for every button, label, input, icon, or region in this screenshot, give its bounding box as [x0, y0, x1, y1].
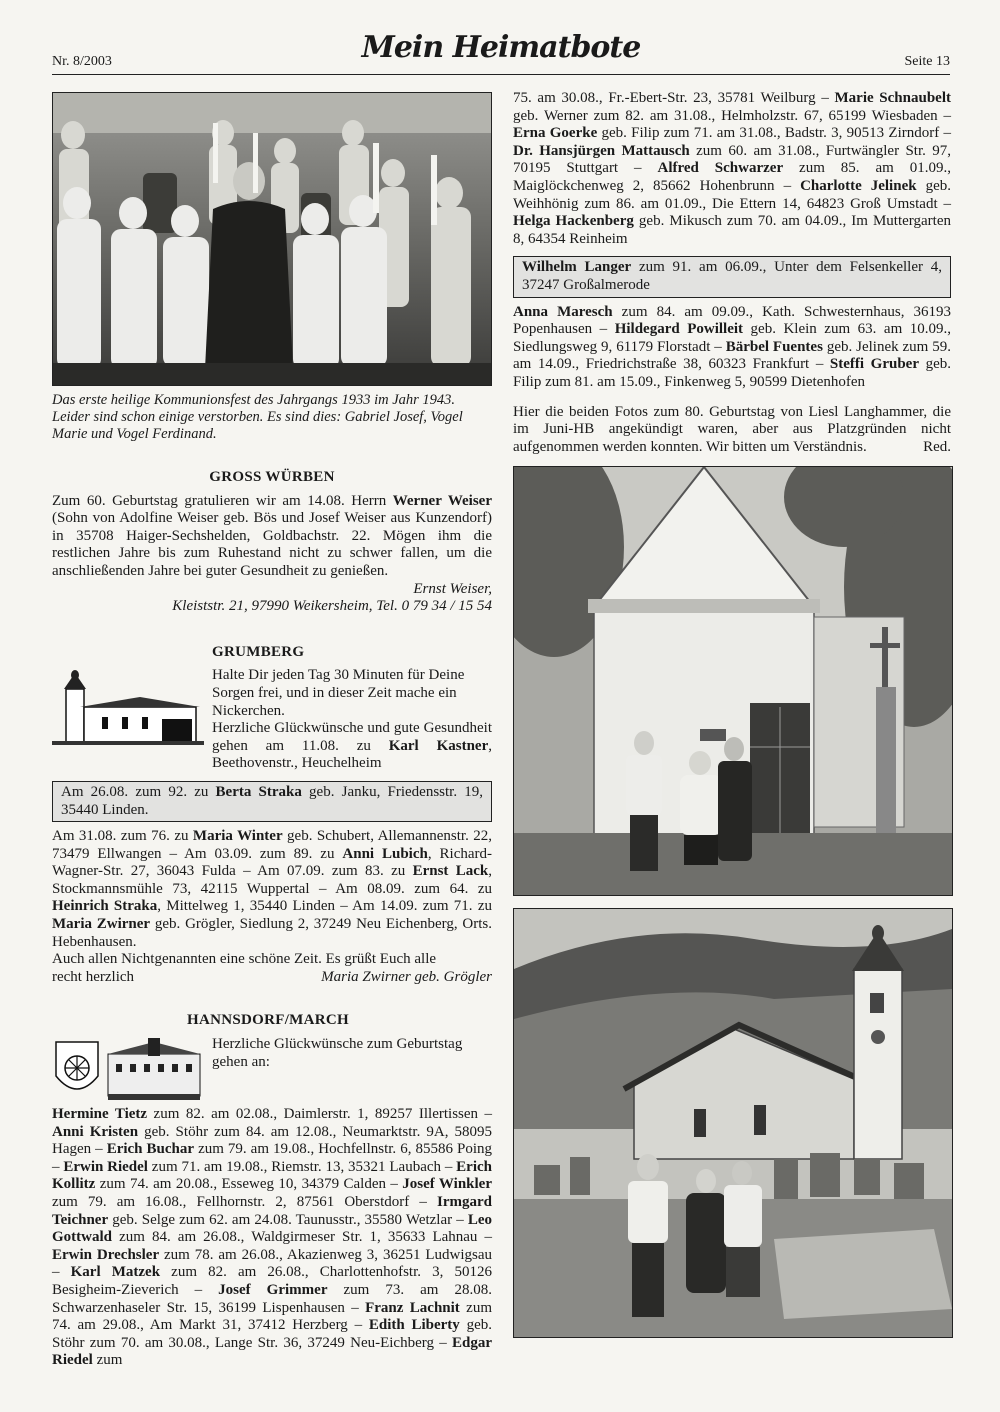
september-birthdays: Anna Maresch zum 84. am 09.09., Kath. Schwesternhaus, 36193 Popenhausen – Hildegard Powilleit geb. Klein zum 63. am 10.09., Siedlungsweg 9, 61179 Florstadt – Bärbel Fuentes geb. Jelinek zum 59. am 14.09., Friedrichstraße 38, 60323 Frankfurt – Steffi Gruber geb. Filip zum 81. am 15.09., Finkenweg 5, 90599 Dietenhofen: [513, 303, 951, 390]
page-number: Seite 13: [904, 54, 950, 69]
grumberg-highlight-box: Am 26.08. zum 92. zu Berta Straka geb. Janku, Friedensstr. 19, 35440 Linden.: [52, 781, 492, 822]
photo-caption: Das erste heilige Kommunionsfest des Jahrgangs 1933 im Jahr 1943. Leider sind schon einige verstorben. Es sind dies: Gabriel Josef, Vogel Marie und Vogel Ferdinand.: [52, 392, 463, 442]
grumberg-wishes: Herzliche Glückwünsche und gute Gesundheit gehen am 11.08. zu Karl Kastner, Beethovenstr., Heuchelheim: [212, 720, 492, 772]
grumberg-intro: [52, 667, 492, 773]
hannsdorf-intro: [52, 1036, 492, 1106]
left-column: [52, 92, 492, 1370]
church-illustration: [52, 667, 204, 753]
gross-wuerben-address: Kleiststr. 21, 97990 Weikersheim, Tel. 0 79 34 / 15 54: [172, 598, 492, 615]
hannsdorf-birthdays: Hermine Tietz zum 82. am 02.08., Daimlerstr. 1, 89257 Illertissen – Anni Kristen geb. Stöhr zum 84. am 12.08., Neumarktstr. 9A, 58095 Hagen – Erich Buchar zum 79. am 19.08., Hochfellnstr. 6, 85586 Poing – Erwin Riedel zum 71. am 19.08., Riemstr. 13, 35321 Laubach – Erich Kollitz zum 74. am 20.08., Esseweg 10, 34379 Calden – Josef Winkler zum 79. am 16.08., Fellhornstr. 2, 87561 Oberstdorf – Irmgard Teichner geb. Selge zum 62. am 24.08. Taunusstr., 35580 Wetzlar – Leo Gottwald zum 84. am 26.08., Waldgirmeser Str. 1, 35633 Lahnau – Erwin Drechsler zum 78. am 26.08., Akazienweg 3, 36251 Ludwigsau – Karl Matzek zum 82. am 26.08., Charlottenhofstr. 3, 50126 Besigheim-Zieverich – Josef Grimmer zum 73. am 28.08. Schwarzenhaseler Str. 15, 36199 Lispenhausen – Franz Lachnit zum 74. am 29.08., Am Markt 31, 37412 Herzberg – Edith Liberty geb. Stöhr zum 70. am 30.08., Lange Str. 36, 37249 Neu-Eichberg – Edgar Riedel zum: [52, 1106, 493, 1369]
right-column: [513, 90, 951, 1338]
right-highlight-box: Wilhelm Langer zum 91. am 06.09., Unter dem Felsenkeller 4, 37247 Großalmerode: [513, 256, 951, 297]
section-heading-grumberg: GRUMBERG: [212, 643, 305, 660]
page-header: [52, 28, 950, 75]
photo-note: Hier die beiden Fotos zum 80. Geburtstag von Liesl Langhammer, die im Juni-HB angekündigt waren, aber aus Platzgründen nicht aufgenommen werden konnten. Wir bitten um Verständnis. Red.: [513, 403, 951, 455]
issue-number: Nr. 8/2003: [52, 54, 112, 69]
grumberg-motto: Halte Dir jeden Tag 30 Minuten für Deine Sorgen frei, und in dieser Zeit mache ein Nickerchen.: [212, 667, 465, 719]
village-church-photo: [513, 908, 953, 1338]
hannsdorf-intro-text: Herzliche Glückwünsche zum Geburtstag gehen an:: [212, 1036, 463, 1070]
grumberg-greeting: Auch allen Nichtgenannten eine schöne Zeit. Es grüßt Euch alle: [52, 951, 437, 968]
section-heading-hannsdorf: HANNSDORF/MARCH: [187, 1012, 349, 1029]
section-heading-gross-wuerben: GROSS WÜRBEN: [209, 469, 335, 485]
gross-wuerben-text: Zum 60. Geburtstag gratulieren wir am 14.08. Herrn Werner Weiser (Sohn von Adolfine Weiser geb. Bös und Josef Weiser aus Kunzendorf) in 35708 Haiger-Sechshelden, Goldbachstr. 22. Mögen ihm die restlichen Jahre bis zum Ruhestand nicht zu schwer fallen, um die anschließenden Jahre bei guter Gesundheit zu genießen.: [52, 492, 492, 579]
village-church-photo-image: [514, 909, 952, 1337]
continued-birthdays: 75. am 30.08., Fr.-Ebert-Str. 23, 35781 Weilburg – Marie Schnaubelt geb. Werner zum 82. am 31.08., Helmholzstr. 67, 65199 Wiesbaden – Erna Goerke geb. Filip zum 71. am 31.08., Badstr. 3, 90513 Zirndorf – Dr. Hansjürgen Mattausch zum 60. am 31.08., Furtwängler Str. 97, 70195 Stuttgart – Alfred Schwarzer zum 85. am 01.09., Maiglöckchenweg 2, 85662 Hohenbrunn – Charlotte Jelinek geb. Weihhönig zum 86. am 01.09., Die Ettern 14, 64823 Groß Umstadt – Helga Hackenberg geb. Mikusch zum 70. am 04.09., Im Muttergarten 8, 64354 Reinheim: [513, 90, 952, 247]
communion-photo-image: [53, 93, 491, 385]
masthead: Mein Heimatbote: [361, 30, 641, 65]
coat-of-arms-and-town-illustration: [52, 1036, 204, 1106]
grumberg-birthdays: Am 31.08. zum 76. zu Maria Winter geb. Schubert, Allemannenstr. 22, 73479 Ellwangen – Am 03.09. zum 89. zu Anni Lubich, Richard-Wagner-Str. 27, 36043 Fulda – Am 07.09. zum 83. zu Ernst Lack, Stockmannsmühle 73, 42115 Wuppertal – Am 08.09. zum 64. zu Heinrich Straka, Mittelweg 1, 35440 Linden – Am 14.09. zum 71. zu Maria Zwirner geb. Grögler, Siedlung 2, 37249 Neu Eichenberg, Orts. Hebenhausen.: [52, 828, 493, 950]
gross-wuerben-signature: Ernst Weiser,: [413, 580, 492, 597]
chapel-photo-image: [514, 467, 952, 895]
communion-photo: [52, 92, 492, 386]
chapel-photo: [513, 466, 953, 896]
grumberg-signature-row: recht herzlich Maria Zwirner geb. Grögler: [52, 968, 492, 985]
